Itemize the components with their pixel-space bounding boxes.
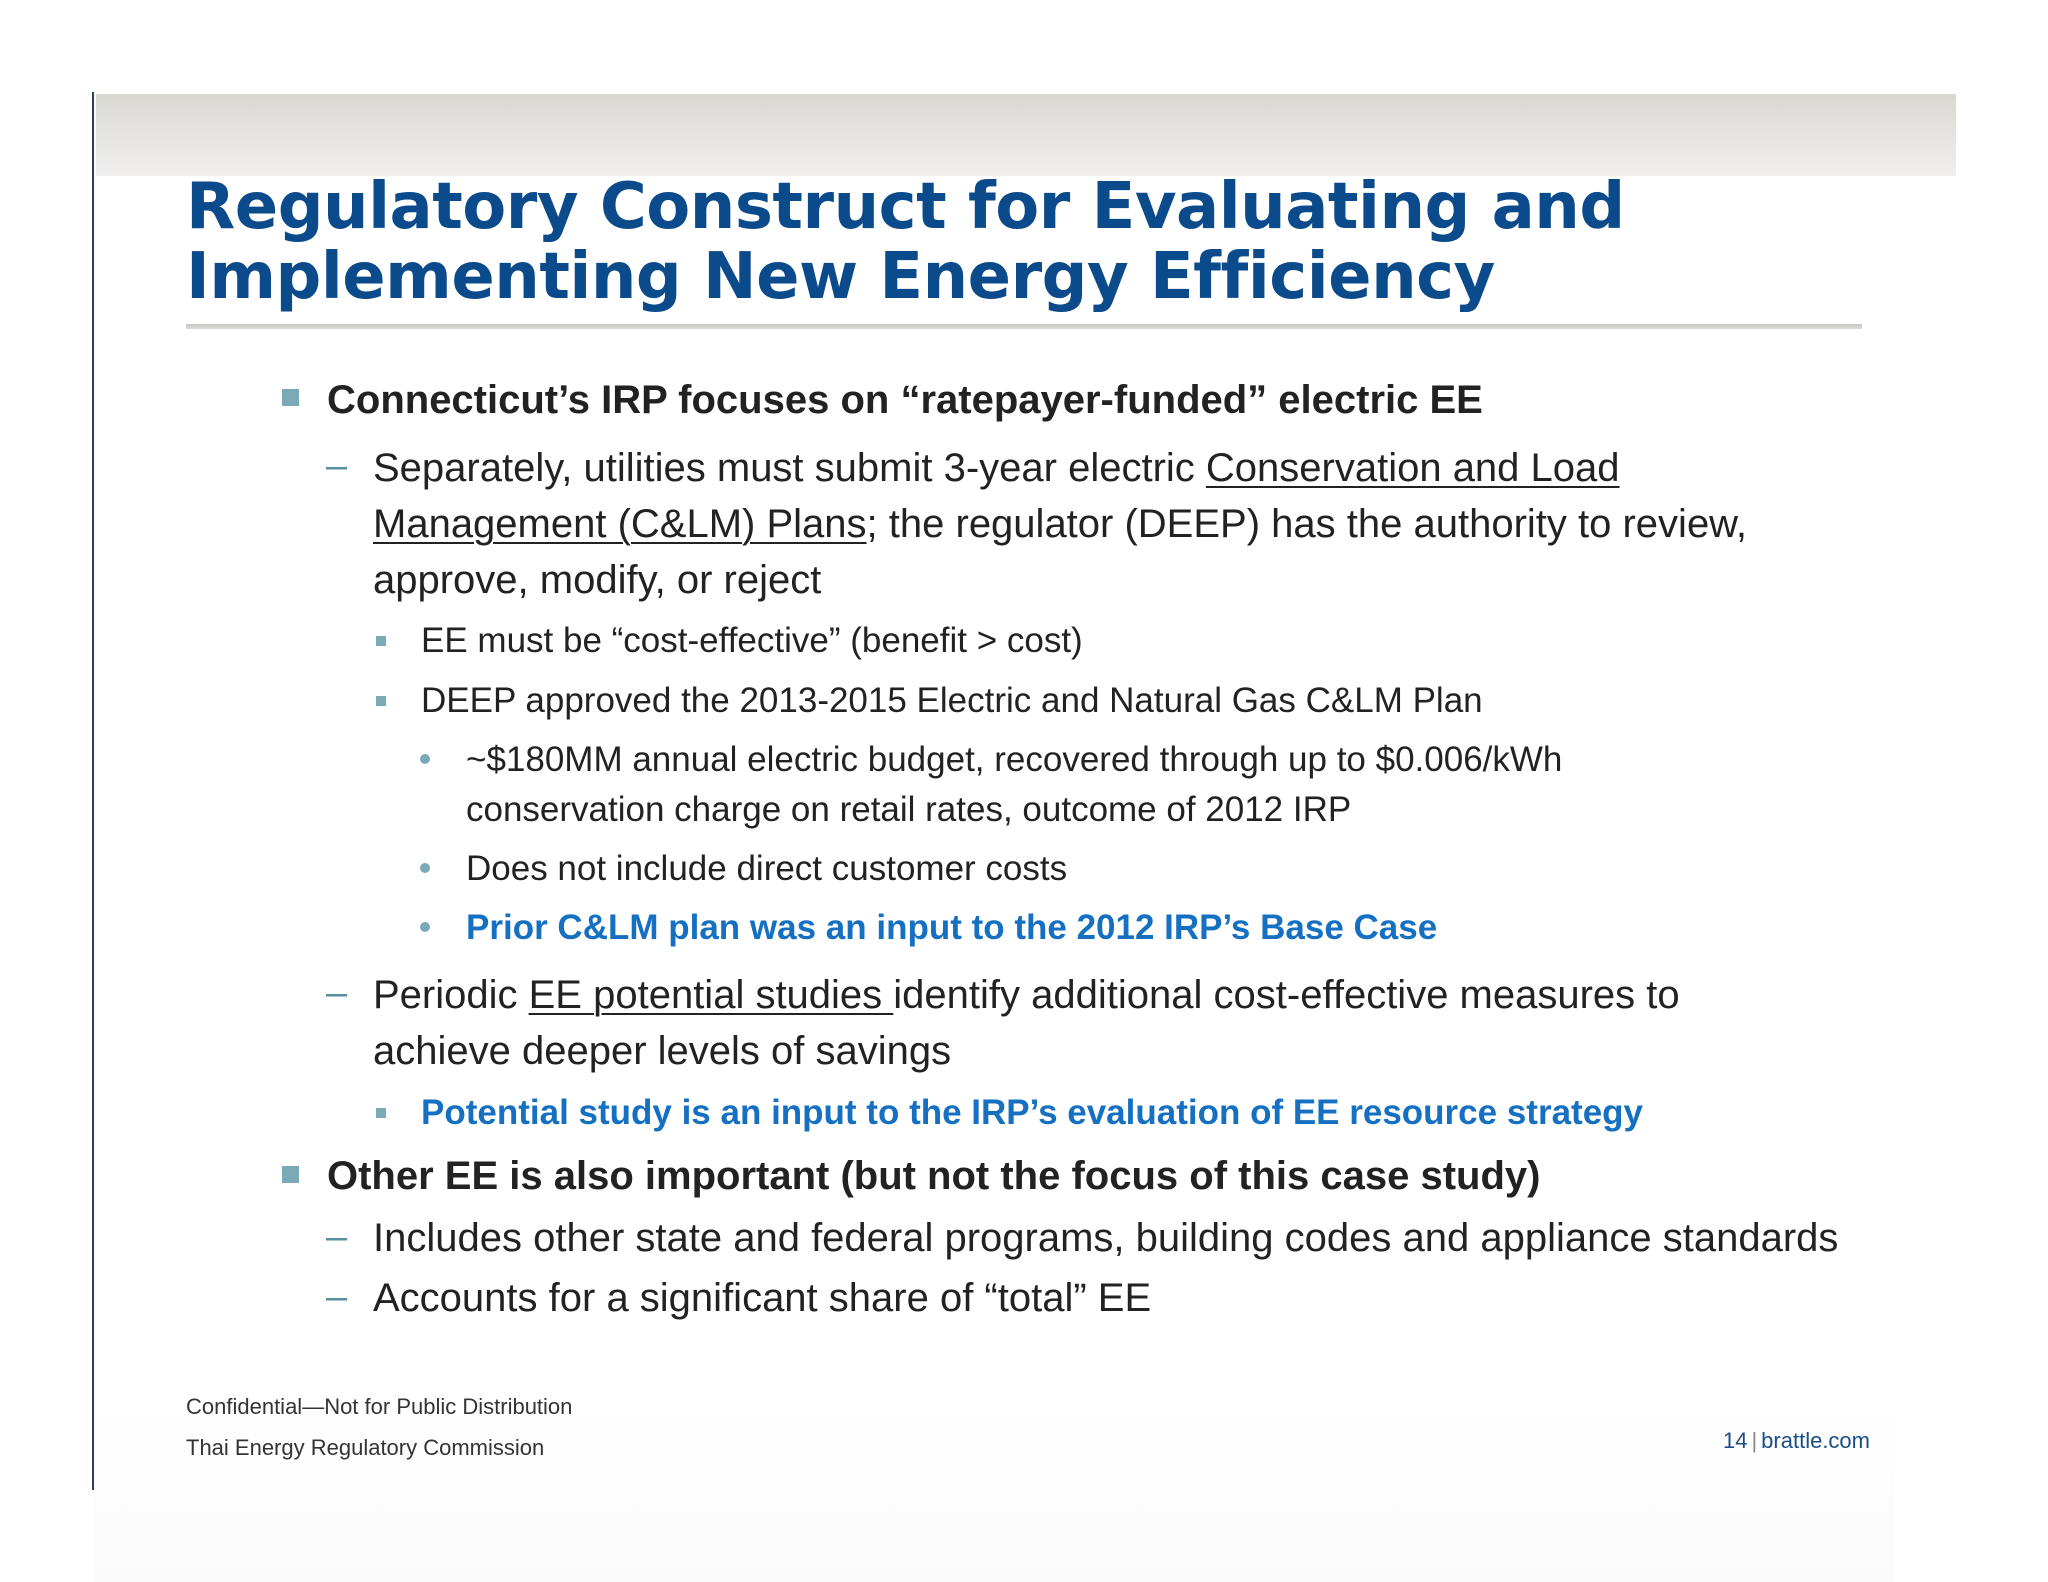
bullet-other-programs: Includes other state and federal programs, building codes and appliance standards [373, 1216, 1839, 1260]
website-link[interactable]: brattle.com [1761, 1428, 1870, 1453]
title-line-1: Regulatory Construct for Evaluating and [186, 170, 1625, 244]
square-bullet-icon [282, 389, 299, 406]
bullet-deep-approved: DEEP approved the 2013-2015 Electric and Natural Gas C&LM Plan [421, 681, 1483, 720]
dash-bullet-icon: – [326, 972, 348, 1014]
bullet-prior-clm-plan: Prior C&LM plan was an input to the 2012 IRP’s Base Case [466, 908, 1438, 947]
small-square-bullet-icon [376, 696, 386, 706]
bullet-direct-costs: Does not include direct customer costs [466, 849, 1068, 888]
bullet-potential-studies-line2: achieve deeper levels of savings [373, 1029, 952, 1073]
bullet-clm-plans-line3: approve, modify, or reject [373, 558, 822, 602]
page-number: 14 [1722, 1428, 1748, 1453]
footer-separator: | [1751, 1428, 1758, 1453]
dash-bullet-icon: – [326, 1276, 348, 1318]
dash-bullet-icon: – [326, 1216, 348, 1258]
bullet-cost-effective: EE must be “cost-effective” (benefit > cost) [421, 621, 1083, 660]
small-square-bullet-icon [376, 636, 386, 646]
bullet-total-ee: Accounts for a significant share of “total” EE [373, 1276, 1152, 1320]
clm-plans-link-part2[interactable]: Management (C&LM) Plans [373, 502, 867, 546]
square-bullet-icon [282, 1166, 299, 1183]
ee-potential-studies-link[interactable]: EE potential studies [528, 973, 894, 1017]
dot-bullet-icon [420, 754, 430, 764]
small-square-bullet-icon [376, 1108, 386, 1118]
bullet-clm-plans-line2: Management (C&LM) Plans; the regulator (DEEP) has the authority to review, [373, 502, 1747, 546]
footer-page-info [1700, 1428, 1870, 1454]
confidential-notice: Confidential—Not for Public Distribution [186, 1394, 573, 1419]
bullet-other-ee: Other EE is also important (but not the focus of this case study) [327, 1154, 1541, 1198]
clm-plans-link-part1[interactable]: Conservation and Load [1205, 446, 1620, 490]
bullet-budget-line2: conservation charge on retail rates, outcome of 2012 IRP [466, 790, 1352, 829]
bullet-connecticut-irp: Connecticut’s IRP focuses on “ratepayer-funded” electric EE [327, 378, 1483, 422]
organization-name: Thai Energy Regulatory Commission [186, 1435, 545, 1460]
bullet-potential-study-input: Potential study is an input to the IRP’s evaluation of EE resource strategy [421, 1093, 1644, 1132]
bullet-budget: ~$180MM annual electric budget, recovered through up to $0.006/kWh [466, 740, 1563, 779]
bullet-potential-studies: Periodic EE potential studies identify additional cost-effective measures to [373, 973, 1680, 1017]
title-line-2: Implementing New Energy Efficiency [186, 240, 1495, 314]
dot-bullet-icon [420, 922, 430, 932]
dash-bullet-icon: – [326, 445, 348, 487]
bullet-clm-plans: Separately, utilities must submit 3-year electric Conservation and Load [373, 446, 1620, 490]
dot-bullet-icon [420, 863, 430, 873]
